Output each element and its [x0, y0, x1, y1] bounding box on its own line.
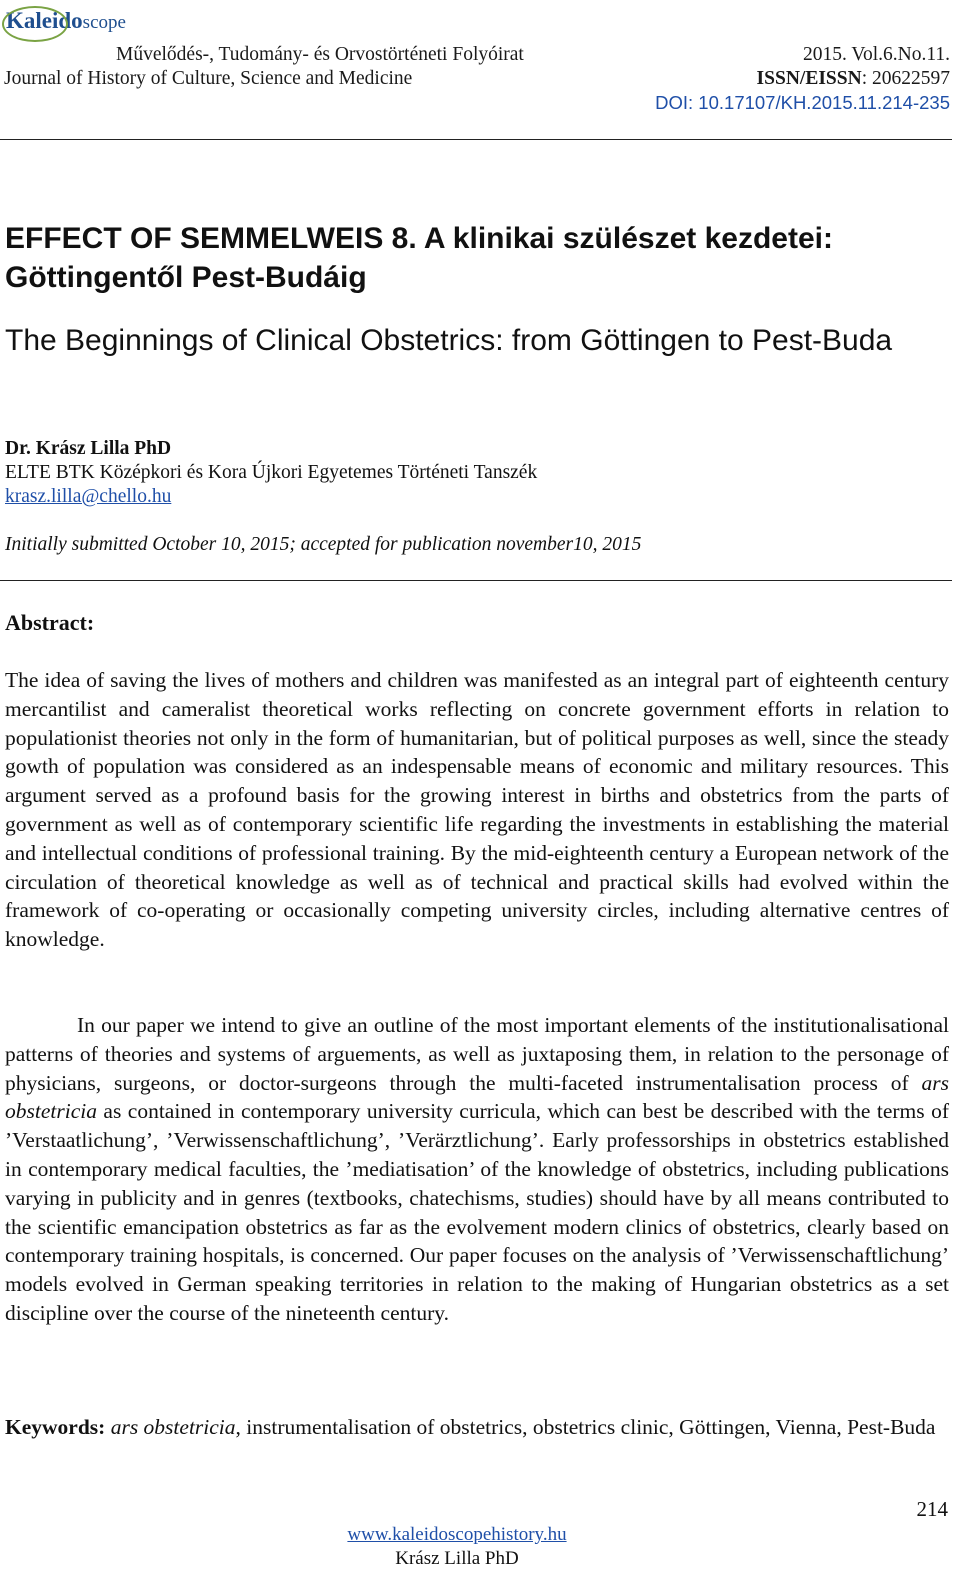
doi-label: DOI — [655, 92, 689, 113]
abstract-heading: Abstract: — [5, 610, 95, 635]
issn-value: : 20622597 — [861, 68, 950, 89]
journal-doi[interactable] — [655, 92, 950, 114]
abstract-paragraph-1: The idea of saving the lives of mothers and children was manifested as an integral part of eighteenth century mercantilist and cameralist theoretical works reflecting on concrete government efforts in relation to populationist theories not only in the form of humanitarian, but of political purposes as well, since the steady gowth of population was considered as an indespensable means of economic and military resources. This argument served as a profound basis for the growing interest in births and obstetrics from the parts of government as well as of contemporary scientific life regarding the investments in establishing the material and intellectual conditions of professional training. By the mid-eighteenth century a European network of the circulation of theoretical knowledge as well as of technical and practical skills had evolved within the framework of co-operating or occasionally competing university circles, including alternative centres of knowledge. — [5, 668, 949, 952]
journal-volume: 2015. Vol.6.No.11. — [803, 44, 950, 65]
article-title-hungarian: EFFECT OF SEMMELWEIS 8. A klinikai szülészet kezdetei: Göttingentől Pest-Budáig — [5, 222, 833, 294]
journal-title-hungarian: Művelődés-, Tudomány- és Orvostörténeti Folyóirat — [116, 44, 524, 65]
author-name: Dr. Krász Lilla PhD — [5, 438, 172, 459]
abstract-paragraph-2 — [5, 1011, 949, 1328]
keywords-rest: , instrumentalisation of obstetrics, obstetrics clinic, Göttingen, Vienna, Pest-Buda — [235, 1415, 936, 1439]
doi-value: : 10.17107/KH.2015.11.214-235 — [688, 92, 950, 113]
journal-logo — [6, 8, 126, 34]
issn-label: ISSN/EISSN — [756, 68, 862, 89]
logo-suffix-text: scope — [82, 12, 126, 33]
logo-ring-icon — [2, 6, 68, 42]
abstract-p2-text-a: In our paper we intend to give an outline of the most important elements of the institutionalisational patterns of theories and systems of arguements, as well as juxtaposing them, in relation to the personage of physicians, surgeons, or doctor-surgeons through the multi-faceted instrumentalisation process of — [5, 1013, 949, 1095]
header-divider — [0, 139, 952, 140]
footer-author: Krász Lilla PhD — [395, 1548, 519, 1569]
journal-issn — [757, 68, 950, 90]
footer-website-link[interactable]: www.kaleidoscopehistory.hu — [347, 1524, 567, 1545]
keywords — [5, 1413, 949, 1442]
keywords-label: Keywords: — [5, 1415, 106, 1439]
logo-main-text: Kaleido — [6, 8, 83, 33]
abstract-p2-italic: ars obstetricia — [5, 1070, 949, 1124]
author-affiliation: ELTE BTK Középkori és Kora Újkori Egyetemes Történeti Tanszék — [5, 462, 538, 483]
page-number: 214 — [916, 1497, 948, 1521]
author-email-link[interactable]: krasz.lilla@chello.hu — [5, 486, 172, 507]
submission-dates: Initially submitted October 10, 2015; accepted for publication november10, 2015 — [5, 534, 642, 555]
section-divider — [0, 580, 952, 581]
journal-title-english: Journal of History of Culture, Science and Medicine — [4, 68, 413, 89]
keywords-italic: ars obstetricia — [110, 1415, 236, 1439]
abstract-p2-text-b: as contained in contemporary university curricula, which can best be described with the terms of ’Verstaatlichung’, ’Verwissenschaftlichung’, ’Verärztlichung’. Early professorships in obstetrics established in contemporary medical faculties, the ’mediatisation’ of the knowledge of obstetrics, including publications varying in publicity and in genres (textbooks, chatechisms, studies) should have by all means contributed to the scientific emancipation obstetrics as far as the evolvement modern clinics of obstetrics, clearly based on contemporary training hospitals, is concerned. Our paper focuses on the analysis of ’Verwissenschaftlichung’ models evolved in German speaking territories in relation to the making of Hungarian obstetrics as a set discipline over the course of the nineteenth century. — [5, 1099, 949, 1325]
article-title-english: The Beginnings of Clinical Obstetrics: from Göttingen to Pest-Buda — [5, 324, 893, 357]
